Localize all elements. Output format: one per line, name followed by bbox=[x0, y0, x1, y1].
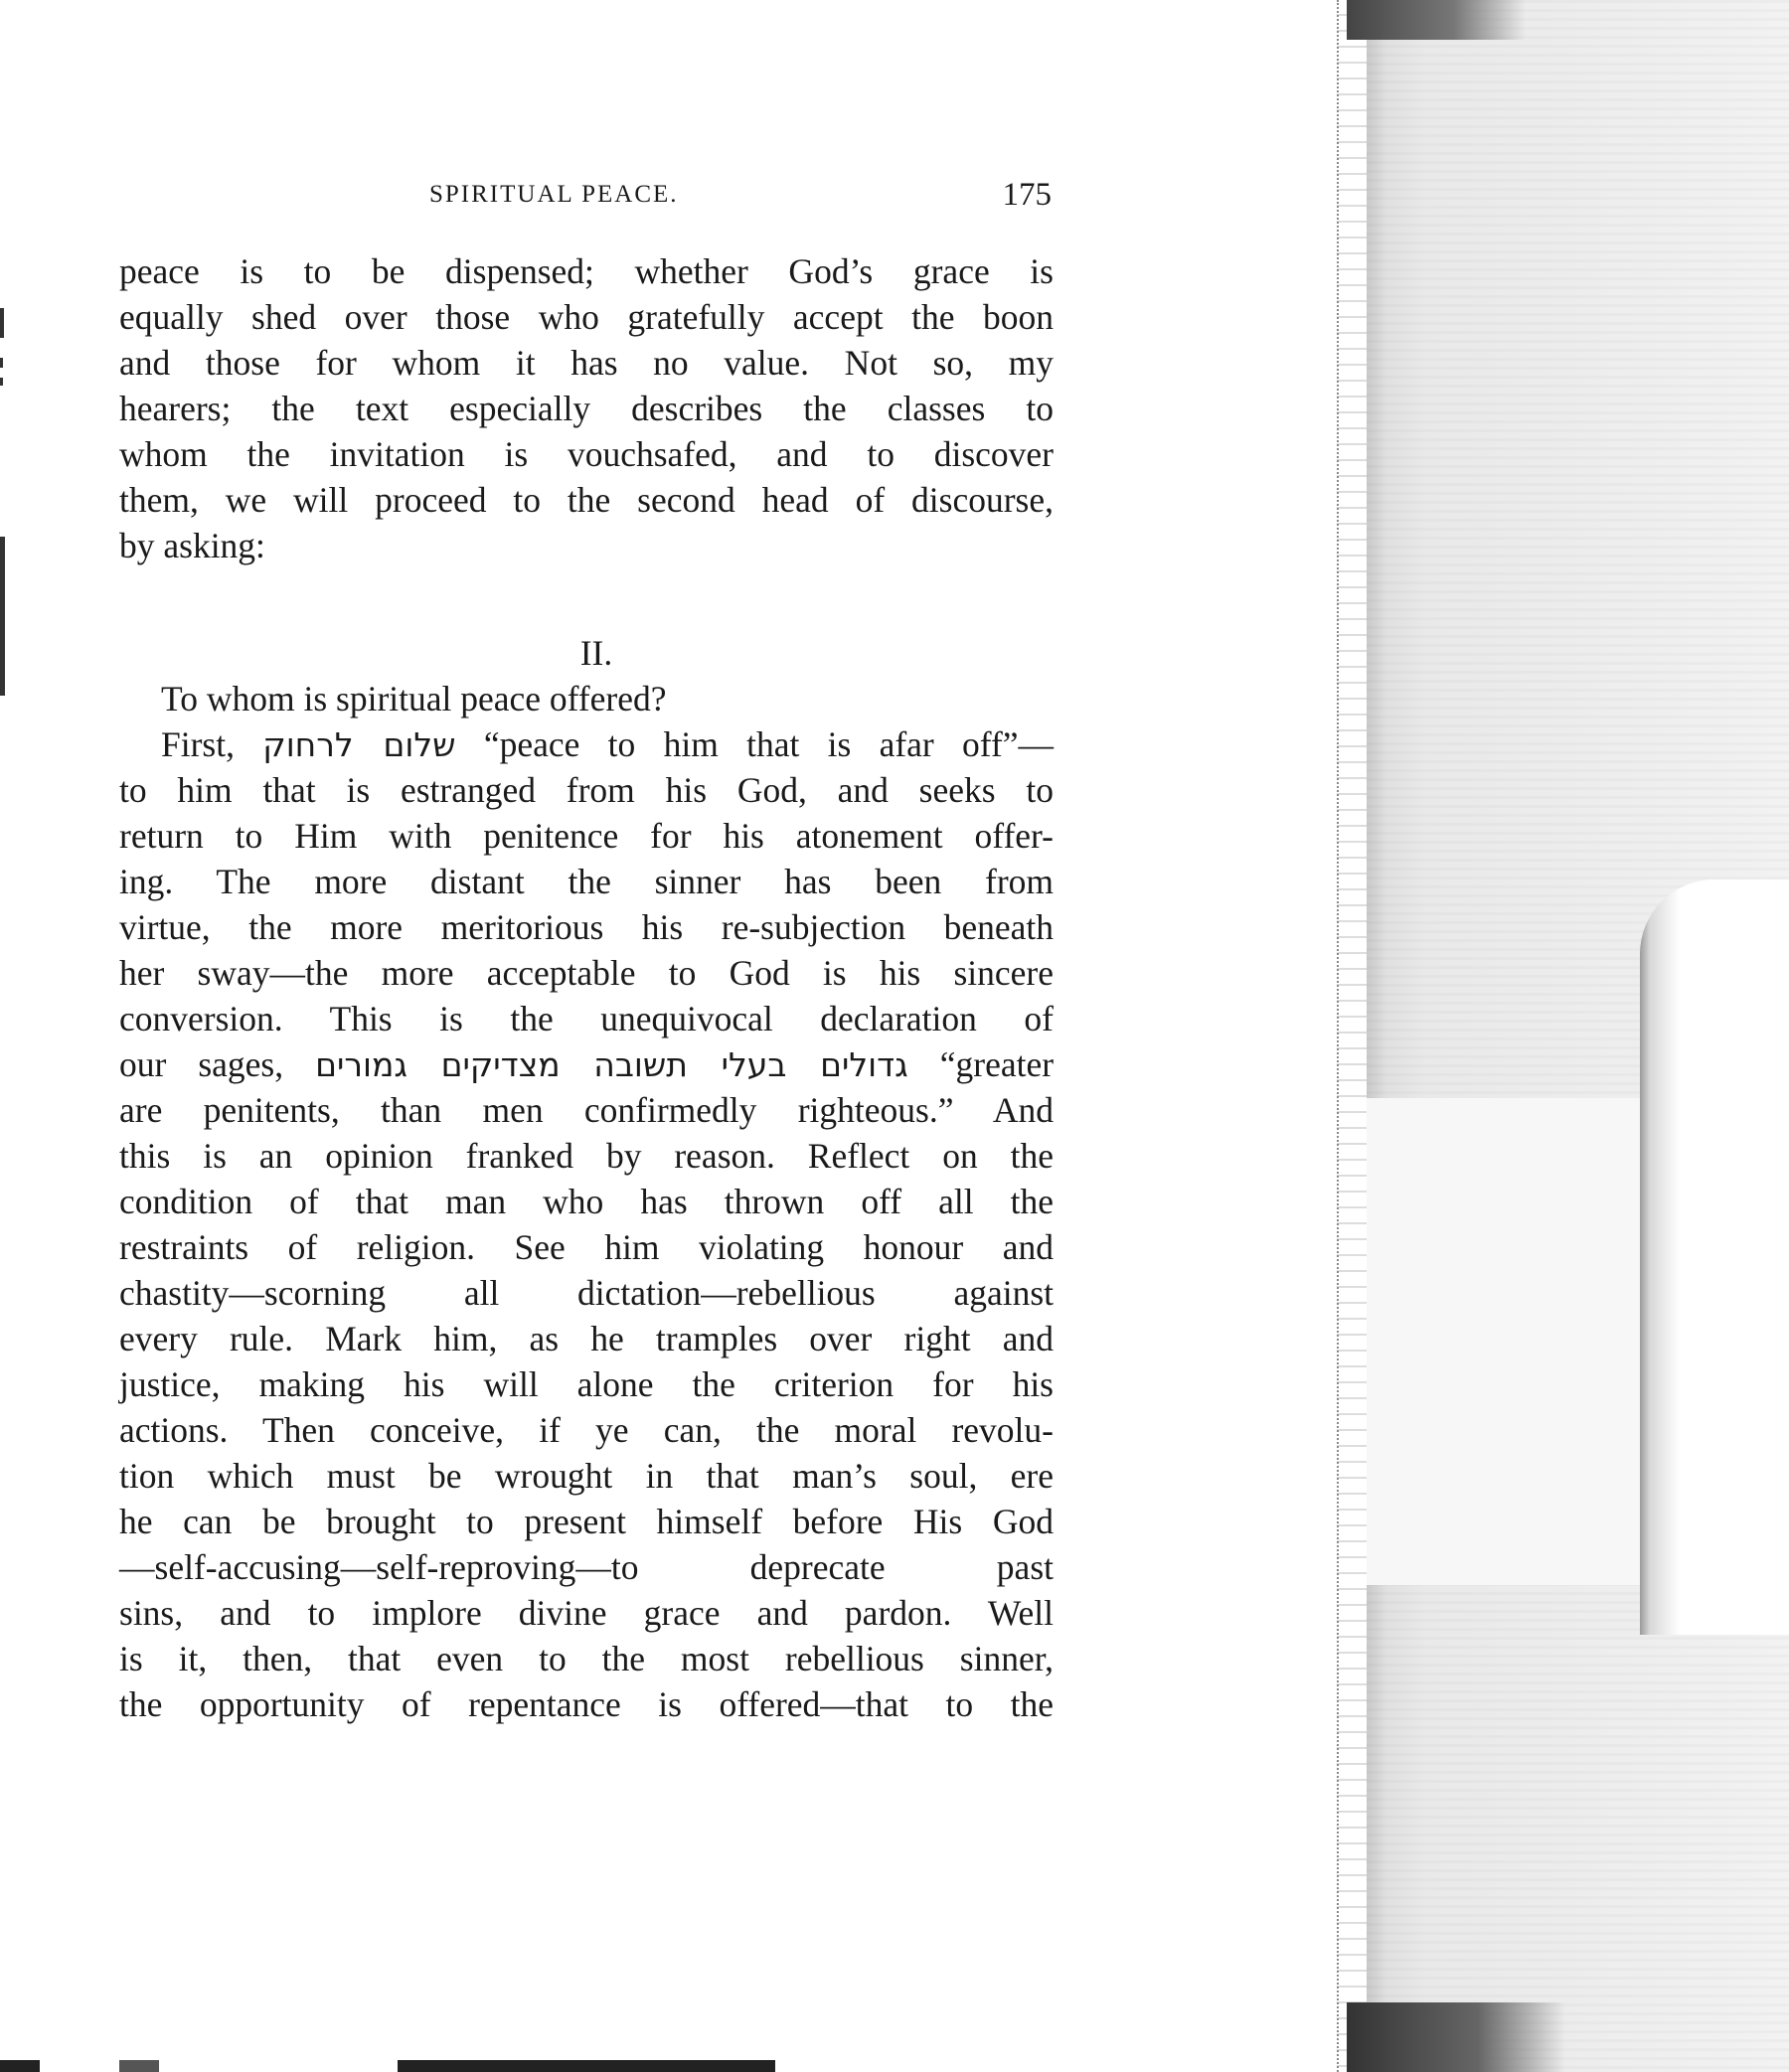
text-line: them, we will proceed to the second head of discourse, bbox=[119, 480, 1054, 520]
book-cover-shadow-bottom bbox=[1347, 2002, 1565, 2072]
text-line: equally shed over those who gratefully accept the boon bbox=[119, 297, 1054, 337]
page-number: 175 bbox=[1002, 177, 1052, 213]
text-line: her sway—the more acceptable to God is his sincere bbox=[119, 953, 1054, 993]
scan-bottom-edge bbox=[0, 2060, 1391, 2072]
text-line: this is an opinion franked by reason. Reflect on the bbox=[119, 1136, 1054, 1176]
text-line: peace is to be dispensed; whether God’s grace is bbox=[119, 251, 1054, 291]
sages-lead: our sages, bbox=[119, 1044, 284, 1084]
text-line: are penitents, than men confirmedly righteous.” And bbox=[119, 1090, 1054, 1130]
sages-line bbox=[119, 1041, 1054, 1087]
hebrew-saying: גדולים בעלי תשובה מצדיקים גמורים bbox=[315, 1045, 908, 1084]
text-line: justice, making his will alone the criterion for his bbox=[119, 1364, 1054, 1404]
book-spine-gutter bbox=[1337, 0, 1369, 2072]
first-lead: First, bbox=[161, 724, 235, 764]
sages-rest: “greater bbox=[939, 1044, 1055, 1084]
text-line: restraints of religion. See him violating honour and bbox=[119, 1227, 1054, 1267]
text-line: —self-accusing—self-reproving—to deprecate past bbox=[119, 1547, 1054, 1587]
running-head bbox=[119, 177, 1054, 217]
first-rest: “peace to him that is afar off”— bbox=[483, 724, 1055, 764]
text-line: every rule. Mark him, as he tramples over right and bbox=[119, 1319, 1054, 1358]
text-line: to him that is estranged from his God, and seeks to bbox=[119, 770, 1054, 810]
hebrew-quote: שלום לרחוק bbox=[262, 725, 456, 764]
text-line: is it, then, that even to the most rebellious sinner, bbox=[119, 1639, 1054, 1678]
text-line: tion which must be wrought in that man’s soul, ere bbox=[119, 1456, 1054, 1496]
text-line: the opportunity of repentance is offered—that to the bbox=[119, 1684, 1054, 1724]
text-line: and those for whom it has no value. Not so, my bbox=[119, 343, 1054, 383]
text-line: by asking: bbox=[119, 526, 265, 565]
text-line: actions. Then conceive, if ye can, the moral revolu- bbox=[119, 1410, 1054, 1450]
book-cover-shadow-top bbox=[1347, 0, 1526, 40]
text-line: chastity—scorning all dictation—rebellious against bbox=[119, 1273, 1054, 1313]
scan-edge-marks bbox=[0, 308, 8, 706]
section-gap bbox=[119, 568, 1054, 630]
book-cover-tab bbox=[1640, 879, 1789, 1635]
text-line: hearers; the text especially describes the classes to bbox=[119, 389, 1054, 428]
running-title: SPIRITUAL PEACE. bbox=[429, 181, 679, 208]
text-line: ing. The more distant the sinner has been from bbox=[119, 862, 1054, 901]
text-line: condition of that man who has thrown off all the bbox=[119, 1182, 1054, 1221]
text-line: virtue, the more meritorious his re-subjection beneath bbox=[119, 907, 1054, 947]
page-body bbox=[119, 248, 1054, 1727]
text-line: sins, and to implore divine grace and pardon. Well bbox=[119, 1593, 1054, 1633]
text-line: whom the invitation is vouchsafed, and to discover bbox=[119, 434, 1054, 474]
text-line: return to Him with penitence for his atonement offer- bbox=[119, 816, 1054, 856]
section-heading: II. bbox=[579, 633, 613, 673]
question-line: To whom is spiritual peace offered? bbox=[161, 679, 667, 718]
text-line: conversion. This is the unequivocal declaration of bbox=[119, 999, 1054, 1038]
first-line bbox=[119, 721, 1054, 767]
text-line: he can be brought to present himself before His God bbox=[119, 1502, 1054, 1541]
